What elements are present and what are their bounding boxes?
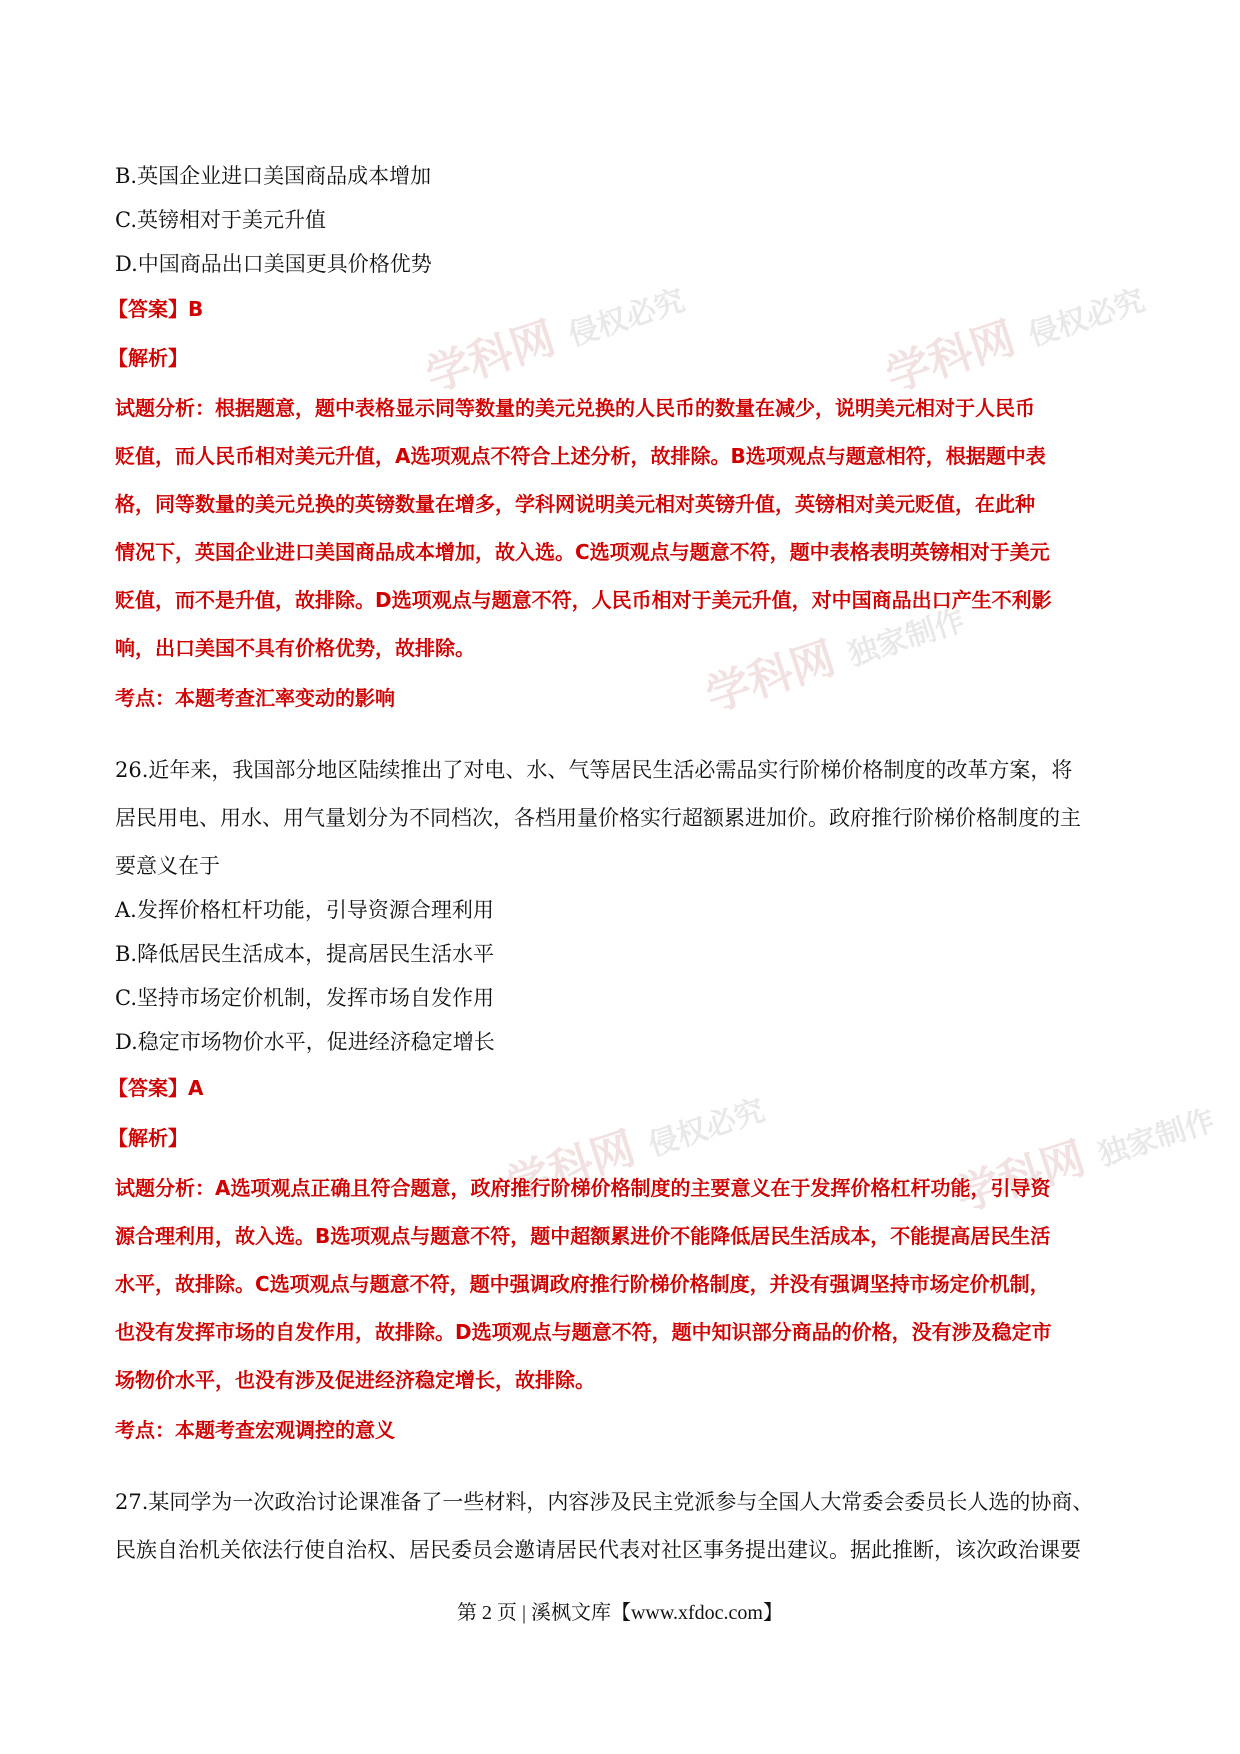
watermark-logo: 学科网 侵权必究 bbox=[880, 283, 1150, 402]
q25-answer-tag: 【答案】B bbox=[108, 297, 204, 321]
q27-stem-line: 27.某同学为一次政治讨论课准备了一些材料，内容涉及民主党派参与全国人大常委会委员长人选的协商、 bbox=[115, 1490, 1094, 1514]
q26-stem-line: 要意义在于 bbox=[115, 854, 220, 878]
q26-option-d: D.稳定市场物价水平，促进经济稳定增长 bbox=[115, 1030, 495, 1054]
q25-analysis-line: 响，出口美国不具有价格优势，故排除。 bbox=[115, 636, 475, 660]
q25-analysis-line: 贬值，而人民币相对美元升值，A选项观点不符合上述分析，故排除。B选项观点与题意相符，根据题中表 bbox=[115, 444, 1046, 468]
q25-option-c: C.英镑相对于美元升值 bbox=[115, 208, 326, 232]
q26-analysis-line: 水平，故排除。C选项观点与题意不符，题中强调政府推行阶梯价格制度，并没有强调坚持市场定价机制， bbox=[115, 1272, 1050, 1296]
q27-stem-line: 民族自治机关依法行使自治权、居民委员会邀请居民代表对社区事务提出建议。据此推断，该次政治课要 bbox=[115, 1538, 1081, 1562]
q25-analysis-line: 贬值，而不是升值，故排除。D选项观点与题意不符，人民币相对于美元升值，对中国商品出口产生不利影 bbox=[115, 588, 1052, 612]
q26-stem-line: 26.近年来，我国部分地区陆续推出了对电、水、气等居民生活必需品实行阶梯价格制度的改革方案，将 bbox=[115, 758, 1073, 782]
q26-analysis-line: 源合理利用，故入选。B选项观点与题意不符，题中超额累进价不能降低居民生活成本，不能提高居民生活 bbox=[115, 1224, 1051, 1248]
q25-point: 考点：本题考查汇率变动的影响 bbox=[115, 686, 395, 710]
q25-analysis-line: 格，同等数量的美元兑换的英镑数量在增多，学科网说明美元相对英镑升值，英镑相对美元贬值，在此种 bbox=[115, 492, 1035, 516]
watermark-logo: 学科网 侵权必究 bbox=[420, 283, 690, 402]
q26-analysis-line: 场物价水平，也没有涉及促进经济稳定增长，故排除。 bbox=[115, 1368, 595, 1392]
page-footer: 第 2 页 | 溪枫文库【www.xfdoc.com】 bbox=[456, 1602, 783, 1624]
q25-analysis-line: 试题分析：根据题意，题中表格显示同等数量的美元兑换的人民币的数量在减少，说明美元相对于人民币 bbox=[115, 396, 1035, 420]
q26-analysis-tag: 【解析】 bbox=[108, 1126, 188, 1150]
q25-analysis-tag: 【解析】 bbox=[108, 346, 188, 370]
watermark-logo: 学科网 独家制作 bbox=[950, 1103, 1220, 1222]
watermark-logo: 学科网 独家制作 bbox=[700, 603, 970, 722]
q26-stem-line: 居民用电、用水、用气量划分为不同档次，各档用量价格实行超额累进加价。政府推行阶梯价格制度的主 bbox=[115, 806, 1081, 830]
q26-option-b: B.降低居民生活成本，提高居民生活水平 bbox=[115, 942, 495, 966]
q26-option-a: A.发挥价格杠杆功能，引导资源合理利用 bbox=[115, 898, 494, 922]
watermark-logo: 学科网 侵权必究 bbox=[500, 1093, 770, 1212]
q25-option-b: B.英国企业进口美国商品成本增加 bbox=[115, 164, 432, 188]
q26-analysis-line: 试题分析：A选项观点正确且符合题意，政府推行阶梯价格制度的主要意义在于发挥价格杠杆功能，引导资 bbox=[115, 1176, 1051, 1200]
q25-analysis-line: 情况下，英国企业进口美国商品成本增加，故入选。C选项观点与题意不符，题中表格表明英镑相对于美元 bbox=[115, 540, 1050, 564]
q26-point: 考点：本题考查宏观调控的意义 bbox=[115, 1418, 395, 1442]
q26-answer-tag: 【答案】A bbox=[108, 1076, 204, 1100]
q26-option-c: C.坚持市场定价机制，发挥市场自发作用 bbox=[115, 986, 494, 1010]
q25-option-d: D.中国商品出口美国更具价格优势 bbox=[115, 252, 432, 276]
q26-analysis-line: 也没有发挥市场的自发作用，故排除。D选项观点与题意不符，题中知识部分商品的价格，没有涉及稳定市 bbox=[115, 1320, 1052, 1344]
